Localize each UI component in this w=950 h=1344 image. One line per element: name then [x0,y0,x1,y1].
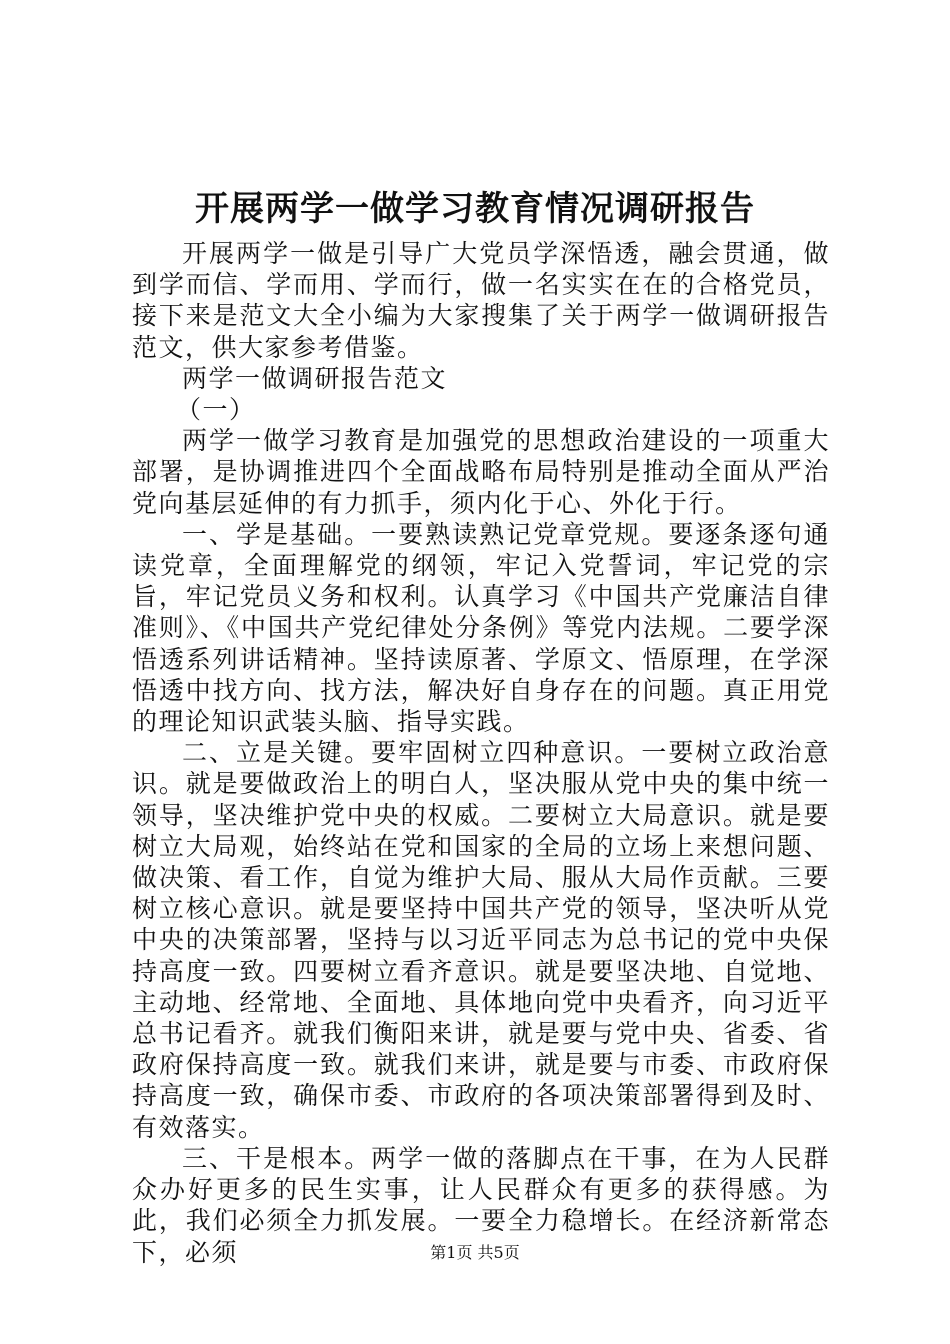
document-title: 开展两学一做学习教育情况调研报告 [195,189,755,229]
subsection-number: （一） [176,395,256,425]
page-number: 第1页 共5页 [430,1243,520,1262]
body-paragraph: 一、学是基础。一要熟读熟记党章党规。要逐条逐句通读党章，全面理解党的纲领，牢记入党誓词，牢记党的宗旨，牢记党员义务和权利。认真学习《中国共产党廉洁自律准则》、《中国共产党纪律处分条例》等党内法规。二要学深悟透系列讲话精神。坚持读原著、学原文、悟原理，在学深悟透中找方向、找方法，解决好自身存在的问题。真正用党的理论知识武装头脑、指导实践。 [132,519,830,737]
document-body [132,238,830,1268]
intro-paragraph: 开展两学一做是引导广大党员学深悟透，融会贯通，做到学而信、学而用、学而行，做一名实实在在的合格党员，接下来是范文大全小编为大家搜集了关于两学一做调研报告范文，供大家参考借鉴。 [132,239,830,362]
body-paragraph: 三、干是根本。两学一做的落脚点在干事，在为人民群众办好更多的民生实事，让人民群众有更多的获得感。为此，我们必须全力抓发展。一要全力稳增长。在经济新常态下，必须 [132,1143,830,1267]
body-paragraph: 两学一做学习教育是加强党的思想政治建设的一项重大部署，是协调推进四个全面战略布局特别是推动全面从严治党向基层延伸的有力抓手，须内化于心、外化于行。 [132,426,830,518]
section-heading: 两学一做调研报告范文 [182,363,448,393]
body-paragraph: 二、立是关键。要牢固树立四种意识。一要树立政治意识。就是要做政治上的明白人，坚决服从党中央的集中统一领导，坚决维护党中央的权威。二要树立大局意识。就是要树立大局观，始终站在党和国家的全局的立场上来想问题、做决策、看工作，自觉为维护大局、服从大局作贡献。三要树立核心意识。就是要坚持中国共产党的领导，坚决听从党中央的决策部署，坚持与以习近平同志为总书记的党中央保持高度一致。四要树立看齐意识。就是要坚决地、自觉地、主动地、经常地、全面地、具体地向党中央看齐，向习近平总书记看齐。就我们衡阳来讲，就是要与党中央、省委、省政府保持高度一致。就我们来讲，就是要与市委、市政府保持高度一致，确保市委、市政府的各项决策部署得到及时、有效落实。 [132,738,830,1142]
